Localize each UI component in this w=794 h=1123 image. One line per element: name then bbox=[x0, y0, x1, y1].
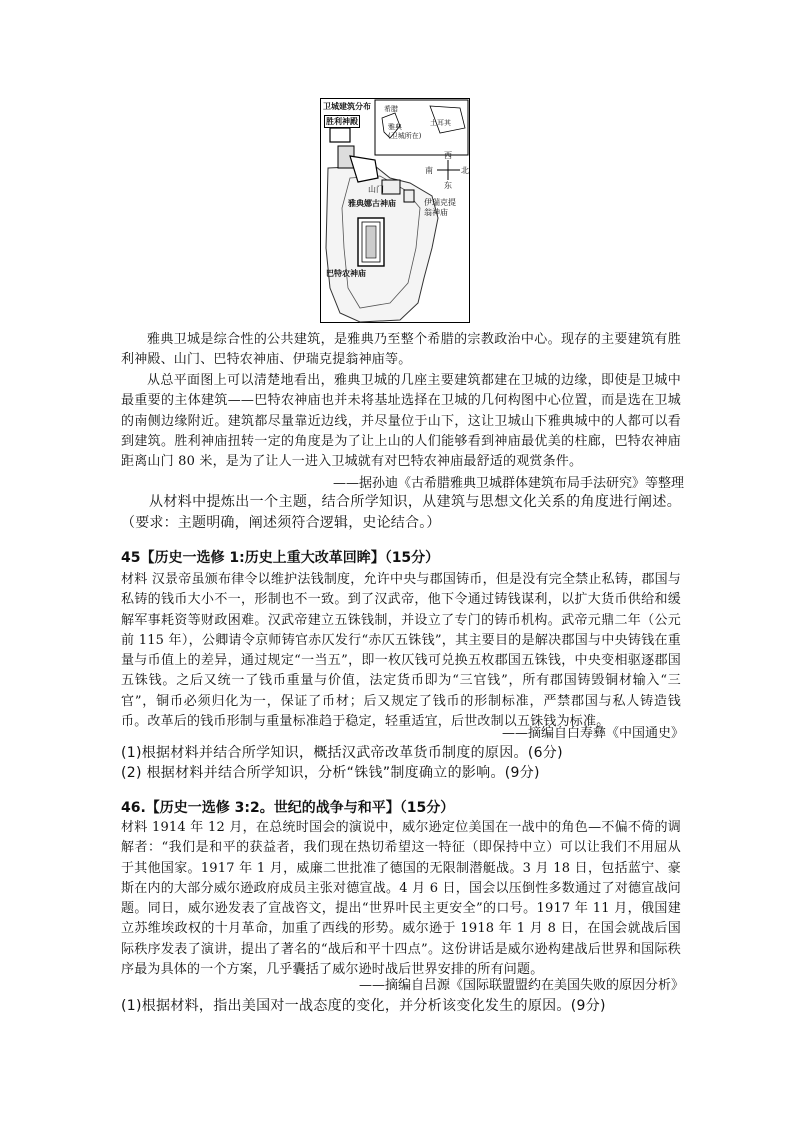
q45-question-1: (1)根据材料并结合所学知识，概括汉武帝改革货币制度的原因。(6分) bbox=[121, 745, 563, 761]
compass-north: 北 bbox=[461, 166, 469, 175]
q43-paragraph-2: 从总平面图上可以清楚地看出，雅典卫城的几座主要建筑都建在卫城的边缘，即使是卫城中最重要的主体建筑——巴特农神庙也并未将基址选择在卫城的几何构图中心位置，而是选在卫城的南侧边缘附近。建筑都尽量靠近边线，并尽量位于山下，这让卫城山下雅典城中的人都可以看到建筑。胜利神庙扭转一定的角度是为了让上山的人们能够看到神庙最优美的柱廊，巴特农神庙距离山门 80 米，是为了让人一进入卫城就有对巴特农神庙最舒适的观赏条件。 bbox=[121, 373, 681, 470]
map-label-old-temple: 雅典娜古神庙 bbox=[348, 199, 396, 208]
q45-material: 材料 汉景帝虽颁布律令以维护法钱制度，允许中央与郡国铸币，但是没有完全禁止私铸，郡国与私铸的钱币大小不一，形制也不一致。到了汉武帝，他下令通过铸钱谋利，以扩大货币供给和缓解军事耗资等财政困难。汉武帝建立五铢钱制，并设立了专门的铸币机构。武帝元鼎二年（公元前 115 年），公卿请令京师铸官赤仄发行“赤仄五铢钱”，其主要目的是解决郡国与中央铸钱在重量与币值上的差异，通过规定“一当五”，即一枚仄钱可兑换五枚郡国五铢钱，中央变相驱逐郡国五铢钱。之后又统一了钱币重量与价值，法定货币即为“三官钱”，所有郡国铸毁铜材输入“三官”，铜币必须归化为一，保证了币材；后又规定了钱币的形制标准，严禁郡国与私人铸造钱币。改革后的钱币形制与重量标准趋于稳定，轻重适宜，后世改制以五铢钱为标准。 bbox=[121, 572, 681, 730]
q46-title: 46.【历史一选修 3:2。世纪的战争与和平】（15分） bbox=[121, 800, 455, 816]
q43-task: 从材料中提炼出一个主题，结合所学知识，从建筑与思想文化关系的角度进行阐述。（要求：主题明确，阐述须符合逻辑，史论结合。） bbox=[121, 494, 681, 531]
inset-label-turkey: 土耳其 bbox=[430, 119, 451, 127]
inset-label-athens: 雅典 (卫城所在) bbox=[388, 123, 422, 140]
compass-east: 东 bbox=[444, 181, 452, 190]
map-title: 卫城建筑分布 bbox=[323, 102, 371, 111]
q46-question-1: (1)根据材料，指出美国对一战态度的变化，并分析该变化发生的原因。(9分) bbox=[121, 998, 606, 1014]
map-label-erechtheion: 伊瑞克提 翁神庙 bbox=[424, 198, 456, 217]
q43-source: ——据孙迪《古希腊雅典卫城群体建筑布局手法研究》等整理 bbox=[332, 476, 684, 491]
inset-label-greece: 希腊 bbox=[384, 105, 398, 113]
q43-paragraph-1: 雅典卫城是综合性的公共建筑，是雅典乃至整个希腊的宗教政治中心。现存的主要建筑有胜利神殿、山门、巴特农神庙、伊瑞克提翁神庙等。 bbox=[121, 332, 681, 368]
acropolis-site-map bbox=[320, 98, 470, 323]
map-label-victory: 胜利神殿 bbox=[326, 117, 358, 126]
q45-question-2: (2) 根据材料并结合所学知识，分析“铢钱”制度确立的影响。(9分) bbox=[121, 765, 540, 781]
q46-source: ——摘编自吕源《国际联盟盟约在美国失败的原因分析》 bbox=[358, 978, 684, 993]
map-label-propylaea: 山门 bbox=[368, 185, 384, 194]
q46-material: 材料 1914 年 12 月，在总统时国会的演说中，威尔逊定位美国在一战中的角色—不偏不倚的调解者：“我们是和平的获益者，我们现在热切希望这一特征（即保持中立）可以让我们不用屈从于其他国家。1917 年 1 月，威廉二世批准了德国的无限制潜艇战。3 月 18 日，包括蓝宁、豪斯在内的大部分威尔逊政府成员主张对德宣战。4 月 6 日，国会以压倒性多数通过了对德宣战问题。同日，威尔逊发表了宣战咨文，提出“世界叶民主更安全”的口号。1917 年 11 月，俄国建立苏维埃政权的十月革命，加重了西线的形势。威尔逊于 1918 年 1 月 8 日，在国会就战后国际秩序发表了演讲，提出了著名的“战后和平十四点”。这份讲话是威尔逊构建战后世界和国际秩序最为具体的一个方案，几乎囊括了威尔逊时战后世界安排的所有问题。 bbox=[121, 820, 681, 978]
map-label-parthenon: 巴特农神庙 bbox=[326, 269, 366, 278]
q45-source: ——摘编自白寿彝《中国通史》 bbox=[501, 726, 684, 741]
q45-title: 45【历史一选修 1:历史上重大改革回眸】（15分） bbox=[121, 550, 440, 566]
compass-west: 西 bbox=[444, 151, 452, 160]
compass-south: 南 bbox=[425, 166, 433, 175]
